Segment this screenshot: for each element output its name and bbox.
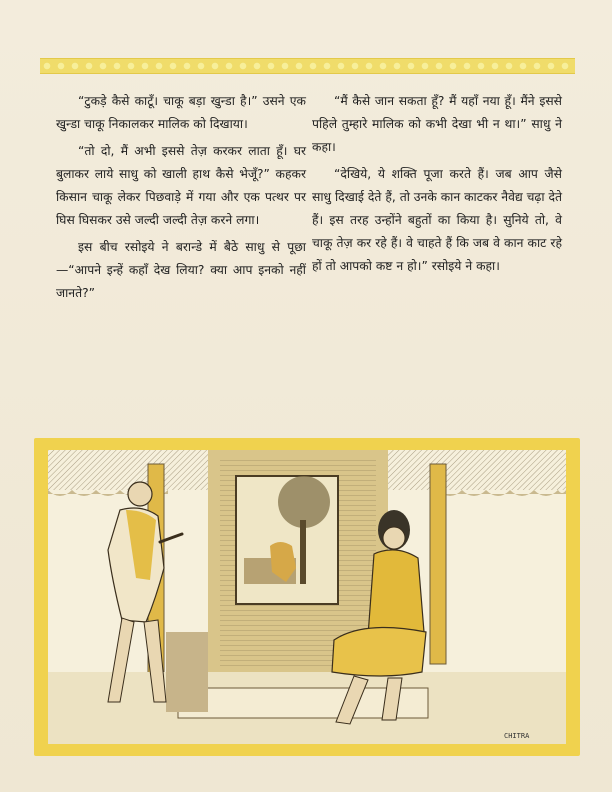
right-paragraph-2: “देखिये, ये शक्ति पूजा करते हैं। जब आप जैसे साधु दिखाई देते हैं, तो उनके कान काटकर नैवेद्य चढ़ा देते हैं। इस तरह उन्होंने बहुतों का किया है। सुनिये तो, वे चाकू तेज़ कर रहे हैं। वे चाहते हैं कि जब वे कान काट रहे हों तो आपको कष्ट न हो।” रसोइये ने कहा। bbox=[312, 167, 562, 273]
left-paragraph-2: “तो दो, मैं अभी इससे तेज़ करकर लाता हूँ। घर बुलाकर लाये साधु को खाली हाथ कैसे भेजूँ?” कहकर किसान चाकू लेकर पिछवाड़े में गया और एक पत्थर पर घिस घिसकर उसे जल्दी जल्दी तेज़ करने लगा। bbox=[56, 144, 306, 227]
left-paragraph-3: इस बीच रसोइये ने बरान्डे में बैठे साधु से पूछा—“आपने इन्हें कहाँ देख लिया? क्या आप इनको नहीं जानते?” bbox=[56, 240, 306, 300]
left-text-column bbox=[56, 90, 306, 309]
tree-trunk bbox=[300, 520, 306, 584]
artist-signature: CHITRA bbox=[504, 732, 530, 740]
right-paragraph-1: “मैं कैसे जान सकता हूँ? मैं यहाँ नया हूँ। मैंने इससे पहिले तुम्हारे मालिक को कभी देखा भी न था।” साधु ने कहा। bbox=[312, 94, 562, 154]
left-paragraph-1: “टुकड़े कैसे काटूँ। चाकू बड़ा खुन्डा है।” उसने एक खुन्डा चाकू निकालकर मालिक को दिखाया। bbox=[56, 94, 306, 131]
story-illustration bbox=[48, 450, 566, 744]
right-pillar bbox=[430, 464, 446, 664]
right-text-column bbox=[312, 90, 562, 282]
illustration-frame bbox=[34, 438, 580, 756]
decorative-border-band bbox=[40, 58, 575, 74]
low-wall bbox=[166, 632, 208, 712]
